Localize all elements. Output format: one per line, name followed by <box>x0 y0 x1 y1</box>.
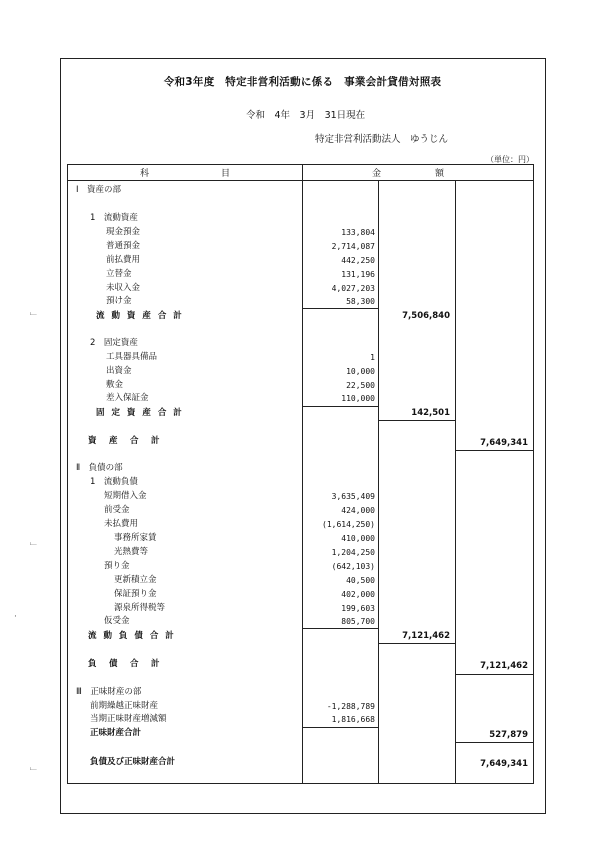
column-divider <box>455 180 456 784</box>
subtotal-rule <box>455 742 534 743</box>
grand-total-label: 負債及び正味財産合計 <box>90 757 176 767</box>
line-label: 未収入金 <box>106 283 141 293</box>
current-assets-heading: 1 流動資産 <box>90 213 138 223</box>
line-value: 40,500 <box>346 576 375 585</box>
line-label: 当期正味財産増減額 <box>90 714 167 724</box>
line-label: 現金預金 <box>106 227 141 237</box>
fixed-assets-total: 142,501 <box>411 408 450 418</box>
line-label: 前期繰越正味財産 <box>90 701 159 711</box>
line-value: 1,204,250 <box>331 548 375 557</box>
organization-name: 特定非営利活動法人 ゆうじん <box>315 134 449 145</box>
line-label: 短期借入金 <box>104 491 147 501</box>
fixed-assets-heading: 2 固定資産 <box>90 338 138 348</box>
line-value: 199,603 <box>341 604 375 613</box>
line-label: 預り金 <box>104 561 130 571</box>
scan-speck: ﹂ <box>30 768 40 778</box>
line-label: 立替金 <box>106 269 132 279</box>
liabilities-heading: Ⅱ 負債の部 <box>76 463 123 473</box>
line-value: 22,500 <box>346 381 375 390</box>
subtotal-rule <box>302 406 378 407</box>
column-divider <box>302 164 303 784</box>
subtotal-rule <box>302 727 378 728</box>
line-value: 10,000 <box>346 367 375 376</box>
column-divider <box>378 180 379 784</box>
subtotal-rule <box>378 643 455 644</box>
line-label: 前払費用 <box>106 255 141 265</box>
line-label: 前受金 <box>104 505 130 515</box>
line-value: 1,816,668 <box>331 715 375 724</box>
line-value: 131,196 <box>341 270 375 279</box>
net-assets-total: 527,879 <box>489 730 528 740</box>
scan-speck: · <box>14 612 17 622</box>
line-value: 442,250 <box>341 256 375 265</box>
line-value: 133,804 <box>341 228 375 237</box>
subtotal-rule <box>302 308 378 309</box>
line-value: -1,288,789 <box>326 702 375 711</box>
line-value: 3,635,409 <box>331 492 375 501</box>
grand-total: 7,649,341 <box>480 759 528 769</box>
fixed-assets-total-label: 固 定 資 産 合 計 <box>96 408 184 418</box>
line-label: 敷金 <box>106 380 124 390</box>
subtotal-rule <box>455 450 534 451</box>
assets-total-label: 資 産 合 計 <box>88 436 162 446</box>
current-liabilities-total: 7,121,462 <box>402 631 450 641</box>
line-label: 普通預金 <box>106 241 141 251</box>
header-subject: 科 目 <box>140 169 231 179</box>
header-amount: 金 額 <box>372 169 445 179</box>
line-value: 805,700 <box>341 617 375 626</box>
line-label: 更新積立金 <box>114 575 157 585</box>
current-liabilities-total-label: 流 動 負 債 合 計 <box>88 631 176 641</box>
line-value: (642,103) <box>331 562 375 571</box>
document-title: 令和3年度 特定非営利活動に係る 事業会計貸借対照表 <box>163 76 442 88</box>
assets-total: 7,649,341 <box>480 438 528 448</box>
assets-heading: Ⅰ 資産の部 <box>76 185 122 195</box>
subtotal-rule <box>378 420 455 421</box>
line-label: 仮受金 <box>104 616 130 626</box>
liabilities-total-label: 負 債 合 計 <box>88 659 162 669</box>
scan-speck: ﹂ <box>30 313 40 323</box>
line-label: 光熱費等 <box>114 547 149 557</box>
unit-note: （単位：円） <box>486 155 534 164</box>
subtotal-rule <box>302 628 378 629</box>
line-label: 預け金 <box>106 296 132 306</box>
line-value: 58,300 <box>346 297 375 306</box>
net-assets-total-label: 正味財産合計 <box>90 728 142 738</box>
scan-speck: ﹂ <box>30 543 40 553</box>
line-label: 出資金 <box>106 366 132 376</box>
header-rule <box>67 180 534 181</box>
line-value: 424,000 <box>341 506 375 515</box>
line-value: 2,714,087 <box>331 242 375 251</box>
as-of-date: 令和 4年 3月 31日現在 <box>246 110 366 121</box>
line-value: (1,614,250) <box>322 520 375 529</box>
liabilities-total: 7,121,462 <box>480 661 528 671</box>
line-label: 未払費用 <box>104 519 139 529</box>
line-label: 工具器具備品 <box>106 352 158 362</box>
line-label: 差入保証金 <box>106 393 149 403</box>
current-assets-total-label: 流 動 資 産 合 計 <box>96 311 184 321</box>
subtotal-rule <box>455 674 534 675</box>
line-label: 事務所家賃 <box>114 533 157 543</box>
current-liabilities-heading: 1 流動負債 <box>90 477 138 487</box>
line-label: 源泉所得税等 <box>114 603 166 613</box>
line-value: 4,027,203 <box>331 284 375 293</box>
line-value: 402,000 <box>341 590 375 599</box>
line-value: 1 <box>370 353 375 362</box>
net-assets-heading: Ⅲ 正味財産の部 <box>76 687 142 697</box>
line-value: 410,000 <box>341 534 375 543</box>
line-value: 110,000 <box>341 394 375 403</box>
line-label: 保証預り金 <box>114 589 157 599</box>
current-assets-total: 7,506,840 <box>402 311 450 321</box>
